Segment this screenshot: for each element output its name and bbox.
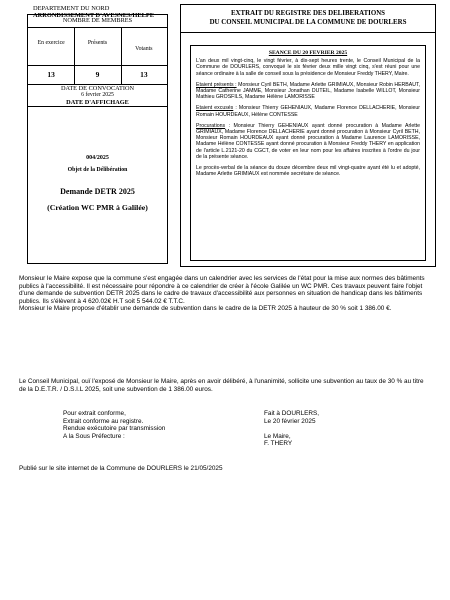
convocation-label: DATE DE CONVOCATION <box>60 85 135 92</box>
members-title: NOMBRE DE MEMBRES <box>28 15 167 28</box>
presents-paragraph <box>196 82 420 101</box>
certification-block <box>63 410 165 440</box>
divider <box>28 65 167 66</box>
signature-name: F. THERY <box>264 440 293 447</box>
registre-title <box>181 5 435 33</box>
publication-note: Publié sur le site internet de la Commune de DOURLERS le 21/05/2025 <box>19 465 223 472</box>
meeting-info-box <box>27 14 168 264</box>
members-value-presents: 9 <box>95 70 100 79</box>
deliberation-subtitle: (Création WC PMR à Galilée) <box>47 203 148 212</box>
certification-line: Rendue exécutoire par transmission <box>63 425 166 432</box>
certification-line: Extrait conforme au registre. <box>63 417 144 425</box>
members-labels <box>28 40 167 54</box>
convocation-date: 6 fevrier 2025 <box>81 92 114 98</box>
members-value-votants: 13 <box>140 70 148 79</box>
registre-title-line1: EXTRAIT DU REGISTRE DES DELIBERATIONS <box>230 10 386 17</box>
presents-list: Monsieur Cyril BETH, Madame Arlette GRIMIAUX, Monsieur Robin HERBAUT, Madame Catherine JAMME, Monsieur Jonathan DUTEIL, Madame Isabelle WILLOT, Monsieur Mathieu GROSFILS, Madame Hélène LAMORISSE <box>196 81 420 101</box>
spacer <box>264 425 319 433</box>
objet-label: Objet de la Délibération <box>67 167 128 173</box>
deliberation-number: 004/2025 <box>86 155 109 161</box>
members-label-votants: Votants <box>135 46 153 52</box>
excuses-list: : Monsieur Thierry GEHENIAUX, Madame Florence DELLACHERIE, Monsieur Romain HOURDEAUX, Hélène CONTESSE <box>196 105 421 118</box>
pv-paragraph: Le procès-verbal de la séance du douze décembre deux mil vingt-quatre ayant été lu et adopté, Madame Arlette GRIMIAUX est nommée secrétaire de séance. <box>196 165 420 178</box>
expose-section <box>19 275 431 313</box>
procurations-text: : Monsieur Thierry GEHENIAUX ayant donné procuration à Madame Arlette GRIMIAUX, Madame Florence DELLACHERIE ayant donné procuration à Monsieur Cyril BETH, Monsieur Romain HOURDEAUX ayant donné procuration à Madame Laurence LAMORISSE, Madame Hélène CONTESSE ayant donné procuration à Monsieur Freddy THERY en application de l'article L.2121-20 du CGCT, de voter en leur nom pour les affaires inscrites à l'ordre du jour de la présente séance. <box>196 122 420 160</box>
signature-title: Le Maire, <box>264 432 291 440</box>
proposition-paragraph: Monsieur le Maire propose d'établir une demande de subvention dans le cadre de la DETR 2025 à hauteur de 30 % soit 1 386.00 €. <box>19 305 392 312</box>
decision-paragraph: Le Conseil Municipal, ouï l'exposé de Monsieur le Maire, après en avoir délibéré, à l'unanimité, sollicite une subvention au taux de 30 % au titre de la D.E.T.R. / D.S.I.L 2025, soit une subvention de 1 386.00 euros. <box>19 378 424 393</box>
registre-title-line2: DU CONSEIL MUNICIPAL DE LA COMMUNE DE DOURLERS <box>209 18 407 26</box>
affichage-label: DATE D'AFFICHAGE <box>66 99 129 106</box>
divider <box>28 106 167 107</box>
procurations-paragraph <box>196 123 420 160</box>
procurations-label: Procurations <box>196 122 226 129</box>
seance-intro: L'an deux mil vingt-cinq, le vingt février, à dix-sept heures trente, le Conseil Municipal de la Commune de DOURLERS, convoqué le six février deux mille vingt cinq, s'est réuni pour une séance ordinaire à la salle de conseil sous la présidence de Monsieur Freddy THERY, Maire. <box>196 58 420 77</box>
members-value-exercice: 13 <box>47 70 55 79</box>
members-label-exercice: En exercice <box>37 40 65 46</box>
expose-paragraph: Monsieur le Maire expose que la commune s'est engagée dans un calendrier avec les services de l'état pour la mise aux normes des bâtiments publics à l'accessibilité. Il est nécessaire pour répondre à ce calendrier de créer à l'école Galilée un WC PMR. Ces travaux peuvent faire l'objet d'une demande de subvention DETR 2025 dans le cadre de travaux d'accessibilité aux personnes en situation de handicap dans les bâtiments publics. Ils s'élèvent à 4 620.02€ H.T soit 5 544.02 € T.T.C. <box>19 275 425 305</box>
registre-box <box>180 4 436 267</box>
signature-date: Le 20 février 2025 <box>264 417 316 425</box>
certification-line: A la Sous Préfecture : <box>63 432 125 440</box>
excuses-label: Etaient excusés <box>196 105 234 112</box>
department: DEPARTEMENT DU NORD <box>33 5 110 12</box>
convocation-block <box>28 85 167 106</box>
presents-label: Etaient présents : <box>196 81 237 88</box>
seance-box <box>190 45 426 261</box>
arrondissement: ARRONDISSEMENT D'AVESNES/HELPE <box>33 12 155 19</box>
excuses-paragraph <box>196 105 420 117</box>
seance-title: SEANCE DU 20 FEVRIER 2025 <box>268 50 348 56</box>
signature-place: Fait à DOURLERS, <box>264 410 320 417</box>
certification-line: Pour extrait conforme, <box>63 410 126 417</box>
signature-block <box>264 410 319 448</box>
deliberation-object <box>28 155 167 212</box>
members-label-presents: Présents <box>87 40 108 46</box>
deliberation-title: Demande DETR 2025 <box>60 187 135 196</box>
members-values <box>28 70 167 84</box>
